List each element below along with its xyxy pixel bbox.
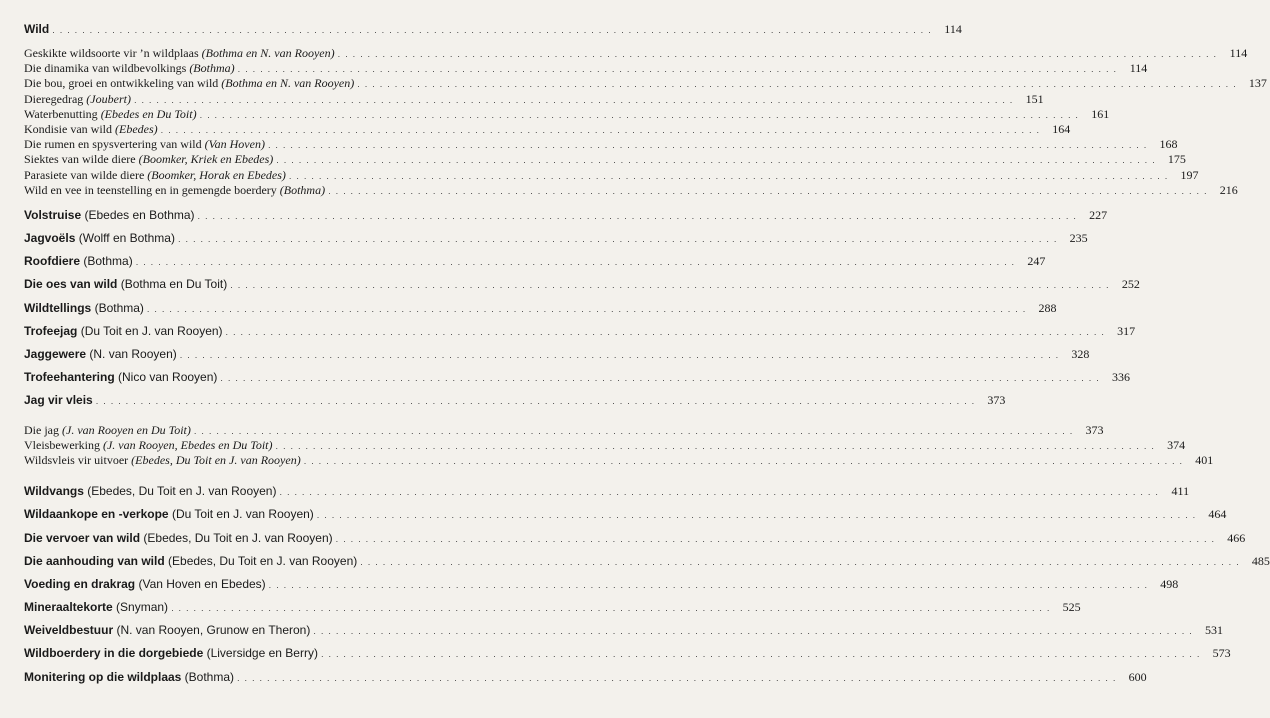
dot-leader bbox=[269, 581, 1149, 590]
page-number: 114 bbox=[1129, 61, 1148, 76]
dot-leader bbox=[357, 80, 1237, 89]
page-number: 600 bbox=[1128, 669, 1147, 684]
subentry-authors: (Bothma) bbox=[189, 61, 235, 76]
toc-entry bbox=[24, 484, 1190, 507]
dot-leader bbox=[238, 65, 1118, 74]
entry-authors: (Bothma) bbox=[80, 254, 133, 269]
dot-leader bbox=[52, 26, 932, 35]
dot-leader bbox=[328, 187, 1208, 196]
subentry-authors: (Boomker, Horak en Ebedes) bbox=[147, 167, 286, 182]
dot-leader bbox=[317, 511, 1197, 520]
subentry-title: Dieregedrag bbox=[24, 91, 84, 106]
entry-authors: (Nico van Rooyen) bbox=[114, 370, 218, 385]
dot-leader bbox=[178, 235, 1058, 244]
subentry-title: Die dinamika van wildbevolkings bbox=[24, 61, 187, 76]
entry-authors: (Liversidge en Berry) bbox=[203, 646, 318, 661]
dot-leader bbox=[304, 457, 1184, 466]
toc-subentry bbox=[24, 121, 1071, 137]
dot-leader bbox=[194, 427, 1074, 436]
entry-authors: (Du Toit en J. van Rooyen) bbox=[168, 507, 314, 522]
subentry-title: Die bou, groei en ontwikkeling van wild bbox=[24, 76, 219, 91]
page-number: 485 bbox=[1251, 553, 1270, 568]
subentry-authors: (Van Hoven) bbox=[204, 137, 265, 152]
entry-title: Monitering op die wildplaas bbox=[24, 669, 182, 684]
toc-entry bbox=[24, 553, 1270, 577]
dot-leader bbox=[180, 351, 1060, 360]
dot-leader bbox=[147, 305, 1027, 314]
toc-subentry bbox=[24, 91, 1044, 107]
page-number: 573 bbox=[1212, 646, 1231, 661]
entry-authors: (Bothma) bbox=[91, 300, 144, 315]
entry-authors: (Bothma) bbox=[181, 669, 235, 684]
subentry-title: Kondisie van wild bbox=[24, 121, 112, 136]
entry-title: Jaggewere bbox=[24, 347, 87, 361]
dot-leader bbox=[321, 650, 1201, 659]
entry-authors: (Du Toit en J. van Rooyen) bbox=[77, 323, 223, 338]
subentry-authors: (Joubert) bbox=[86, 91, 131, 106]
dot-leader bbox=[336, 535, 1216, 544]
toc-entry bbox=[24, 347, 1090, 370]
toc-subentry bbox=[24, 137, 1178, 152]
toc-entry-wild bbox=[24, 22, 962, 46]
page-number: 151 bbox=[1025, 91, 1044, 106]
section-gap bbox=[24, 198, 472, 208]
page-number: 373 bbox=[987, 393, 1006, 408]
page-number: 235 bbox=[1069, 231, 1088, 246]
toc-subentry bbox=[24, 76, 1267, 91]
subentry-title: Parasiete van wilde diere bbox=[24, 167, 145, 182]
toc-entry bbox=[24, 277, 1140, 300]
entry-title: Wildaankope en -verkope bbox=[24, 507, 169, 522]
dot-leader bbox=[237, 674, 1117, 683]
subentry-authors: (Ebedes en Du Toit) bbox=[100, 106, 197, 121]
entry-authors: (Bothma en Du Toit) bbox=[117, 277, 228, 292]
dot-leader bbox=[161, 126, 1041, 135]
page-number: 411 bbox=[1171, 484, 1190, 499]
toc-entry bbox=[24, 323, 1136, 347]
entry-title: Wildboerdery in die dorgebiede bbox=[24, 646, 204, 661]
entry-title: Die aanhouding van wild bbox=[24, 553, 165, 568]
toc-subentry bbox=[24, 452, 1214, 468]
subentry-authors: (Bothma en N. van Rooyen) bbox=[221, 76, 355, 91]
page-number: 227 bbox=[1089, 207, 1108, 222]
dot-leader bbox=[230, 281, 1110, 290]
entry-authors: (N. van Rooyen) bbox=[86, 347, 177, 361]
entry-authors: (Ebedes, Du Toit en J. van Rooyen) bbox=[83, 484, 277, 499]
entry-title: Trofeehantering bbox=[24, 370, 115, 385]
page-number: 317 bbox=[1117, 323, 1136, 338]
dot-leader bbox=[279, 488, 1159, 497]
page-number: 373 bbox=[1085, 422, 1104, 437]
subentry-title: Wildsvleis vir uitvoer bbox=[24, 452, 129, 467]
toc-entry bbox=[24, 600, 1081, 623]
toc-entry bbox=[24, 231, 1088, 254]
dot-leader bbox=[220, 374, 1100, 383]
dot-leader bbox=[198, 212, 1078, 221]
page-number: 374 bbox=[1167, 437, 1186, 452]
entry-title: Weiveldbestuur bbox=[24, 623, 114, 638]
dot-leader bbox=[289, 172, 1169, 181]
page-number: 464 bbox=[1208, 507, 1227, 522]
entry-authors: (Ebedes, Du Toit en J. van Rooyen) bbox=[140, 530, 333, 545]
dot-leader bbox=[276, 442, 1156, 451]
entry-authors: (Snyman) bbox=[112, 600, 169, 615]
entry-title: Trofeejag bbox=[24, 323, 78, 338]
entry-title: Jagvoëls bbox=[24, 231, 76, 246]
toc-entry-jag-vir-vleis bbox=[24, 393, 1006, 416]
page-number: 114 bbox=[1229, 46, 1248, 60]
dot-leader bbox=[200, 111, 1080, 120]
toc-subentry bbox=[24, 106, 1110, 122]
dot-leader bbox=[96, 397, 976, 406]
page-number: 247 bbox=[1027, 254, 1046, 269]
toc-entry bbox=[24, 530, 1246, 554]
subentry-title: Vleisbewerking bbox=[24, 437, 100, 452]
page-number: 466 bbox=[1227, 530, 1246, 545]
toc-entry bbox=[24, 669, 1147, 693]
page-number: 197 bbox=[1180, 167, 1199, 182]
toc-subentry bbox=[24, 152, 1186, 167]
subentry-title: Die rumen en spysvertering van wild bbox=[24, 137, 202, 152]
toc-subentry bbox=[24, 437, 1186, 453]
page-number: 168 bbox=[1159, 137, 1178, 152]
subentry-authors: (J. van Rooyen, Ebedes en Du Toit) bbox=[102, 437, 273, 452]
subentry-title: Waterbenutting bbox=[24, 106, 98, 121]
page-number: 401 bbox=[1195, 452, 1214, 467]
entry-title: Voeding en drakrag bbox=[24, 576, 136, 591]
toc-subentry bbox=[24, 61, 1148, 76]
subentry-authors: (Bothma) bbox=[279, 182, 326, 197]
page-number: 498 bbox=[1160, 576, 1179, 591]
entry-title: Jag vir vleis bbox=[24, 393, 93, 408]
page-number: 252 bbox=[1121, 277, 1140, 292]
toc-entry bbox=[24, 370, 1131, 393]
toc-entry bbox=[24, 300, 1057, 324]
dot-leader bbox=[134, 96, 1014, 105]
toc-entry bbox=[24, 207, 1108, 231]
subentry-title: Wild en vee in teenstelling en in gemengde boerdery bbox=[24, 182, 277, 197]
page-number: 164 bbox=[1052, 121, 1071, 136]
toc-subentry bbox=[24, 46, 1248, 61]
page-number: 531 bbox=[1204, 623, 1223, 638]
toc-subentry bbox=[24, 182, 1238, 198]
entry-title: Die vervoer van wild bbox=[24, 530, 141, 545]
dot-leader bbox=[268, 141, 1148, 150]
dot-leader bbox=[338, 50, 1218, 59]
page-number: 114 bbox=[944, 22, 962, 36]
entry-title: Roofdiere bbox=[24, 254, 81, 269]
page-number: 288 bbox=[1038, 300, 1057, 315]
entry-title: Wild bbox=[24, 22, 50, 36]
dot-leader bbox=[226, 328, 1106, 337]
entry-authors: (Van Hoven en Ebedes) bbox=[135, 576, 266, 591]
subentry-title: Die jag bbox=[24, 422, 59, 437]
entry-authors: (Ebedes, Du Toit en J. van Rooyen) bbox=[164, 553, 358, 568]
page-number: 216 bbox=[1219, 182, 1238, 197]
page-number: 525 bbox=[1062, 600, 1081, 615]
section-gap bbox=[24, 468, 472, 484]
page-number: 336 bbox=[1112, 370, 1131, 385]
dot-leader bbox=[360, 558, 1240, 567]
subentry-title: Siektes van wilde diere bbox=[24, 152, 136, 167]
dot-leader bbox=[313, 627, 1193, 636]
subentry-authors: (Ebedes, Du Toit en J. van Rooyen) bbox=[131, 452, 301, 467]
subentry-authors: (Bothma en N. van Rooyen) bbox=[201, 46, 335, 60]
page-number: 161 bbox=[1091, 106, 1110, 121]
dot-leader bbox=[136, 258, 1016, 267]
page-number: 137 bbox=[1248, 76, 1267, 91]
entry-authors: (Ebedes en Bothma) bbox=[81, 207, 195, 222]
subentry-title: Geskikte wildsoorte vir ’n wildplaas bbox=[24, 46, 199, 60]
entry-title: Mineraaltekorte bbox=[24, 600, 113, 615]
toc-subentry bbox=[24, 167, 1199, 183]
subentry-authors: (J. van Rooyen en Du Toit) bbox=[62, 422, 191, 437]
subentry-authors: (Boomker, Kriek en Ebedes) bbox=[138, 152, 274, 167]
entry-title: Wildtellings bbox=[24, 300, 92, 315]
entry-title: Die oes van wild bbox=[24, 277, 118, 292]
dot-leader bbox=[276, 156, 1156, 165]
toc-entry bbox=[24, 623, 1223, 646]
page-number: 175 bbox=[1167, 152, 1186, 167]
entry-title: Volstruise bbox=[24, 207, 82, 222]
toc-entry bbox=[24, 507, 1227, 530]
entry-authors: (Wolff en Bothma) bbox=[75, 231, 175, 246]
entry-title: Wildvangs bbox=[24, 484, 84, 499]
page-number: 328 bbox=[1071, 347, 1090, 361]
toc-entry bbox=[24, 576, 1179, 600]
toc-subentry bbox=[24, 422, 1104, 438]
entry-authors: (N. van Rooyen, Grunow en Theron) bbox=[113, 623, 311, 638]
dot-leader bbox=[171, 604, 1051, 613]
subentry-authors: (Ebedes) bbox=[115, 121, 158, 136]
toc-entry bbox=[24, 254, 1046, 277]
toc-entry bbox=[24, 646, 1231, 669]
